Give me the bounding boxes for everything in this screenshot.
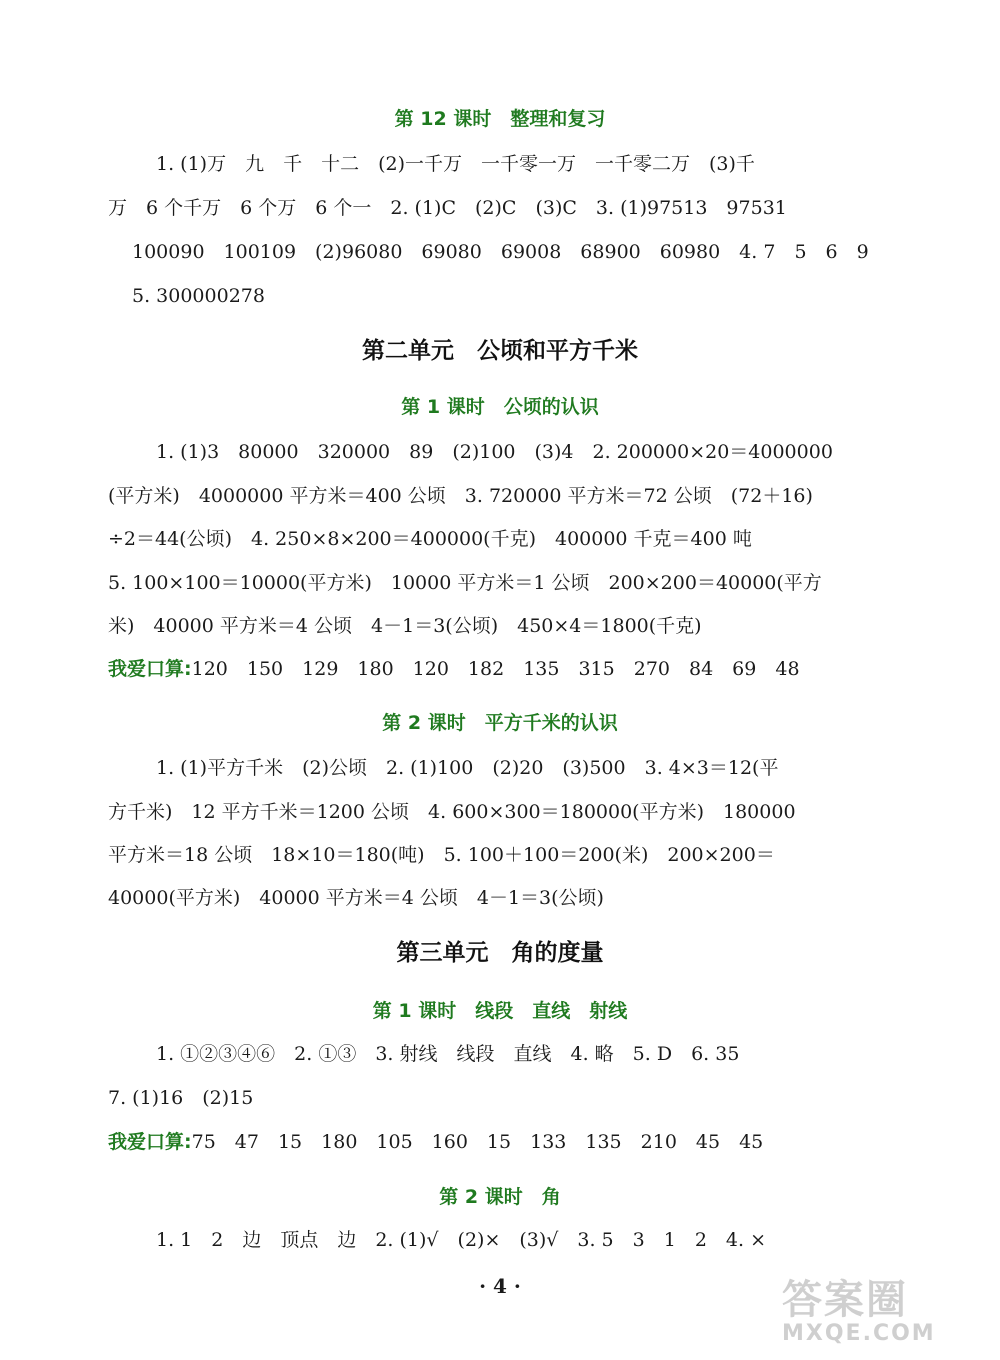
oral-calc-label: 我爱口算: (108, 1131, 192, 1153)
unit2-lesson-1-title: 第 1 课时 公顷的认识 (401, 396, 599, 418)
oral-calc-line (108, 1130, 763, 1154)
text-line: 5. 100×100＝10000(平方米) 10000 平方米＝1 公顷 200×200＝40000(平方 (108, 572, 822, 594)
text-line: 1. (1)3 80000 320000 89 (2)100 (3)4 2. 200000×20＝4000000 (156, 441, 833, 463)
text-line: 平方米＝18 公顷 18×10＝180(吨) 5. 100＋100＝200(米) 200×200＝ (108, 844, 775, 866)
unit2-lesson-2-title: 第 2 课时 平方千米的认识 (382, 712, 618, 734)
text-line: 1. ①②③④⑥ 2. ①③ 3. 射线 线段 直线 4. 略 5. D 6. 35 (156, 1043, 740, 1065)
oral-calc-line (108, 657, 800, 681)
text-line: 7. (1)16 (2)15 (108, 1087, 254, 1109)
text-line: 万 6 个千万 6 个万 6 个一 2. (1)C (2)C (3)C 3. (1)97513 97531 (108, 197, 787, 219)
text-line: 米) 40000 平方米＝4 公顷 4－1＝3(公顷) 450×4＝1800(千克) (108, 615, 702, 637)
oral-calc-values: 75 47 15 180 105 160 15 133 135 210 45 45 (191, 1131, 764, 1153)
text-line: 1. 1 2 边 顶点 边 2. (1)√ (2)× (3)√ 3. 5 3 1 2 4. × (156, 1229, 766, 1251)
watermark-logo (782, 1268, 982, 1348)
watermark-logo-text: 答案圈 (782, 1277, 908, 1323)
text-line: 100090 100109 (2)96080 69080 69008 68900 60980 4. 7 5 6 9 (132, 241, 869, 263)
text-line: 方千米) 12 平方千米＝1200 公顷 4. 600×300＝180000(平方米) 180000 (108, 801, 796, 823)
text-line: 1. (1)万 九 千 十二 (2)一千万 一千零一万 一千零二万 (3)千 (156, 153, 755, 175)
text-line: 40000(平方米) 40000 平方米＝4 公顷 4－1＝3(公顷) (108, 887, 604, 909)
unit3-lesson-2-title: 第 2 课时 角 (439, 1186, 561, 1208)
watermark-site: MXQE.COM (782, 1321, 936, 1346)
unit-2-title: 第二单元 公顷和平方千米 (362, 338, 638, 364)
text-line: (平方米) 4000000 平方米＝400 公顷 3. 720000 平方米＝72 公顷 (72＋16) (108, 485, 813, 507)
unit-3-title: 第三单元 角的度量 (396, 940, 604, 966)
unit3-lesson-1-title: 第 1 课时 线段 直线 射线 (372, 1000, 628, 1022)
page-number: · 4 · (479, 1274, 521, 1298)
text-line: 1. (1)平方千米 (2)公顷 2. (1)100 (2)20 (3)500 3. 4×3＝12(平 (156, 757, 779, 779)
lesson-12-title: 第 12 课时 整理和复习 (394, 108, 606, 130)
text-line: 5. 300000278 (132, 285, 265, 307)
oral-calc-values: 120 150 129 180 120 182 135 315 270 84 69 48 (191, 658, 800, 680)
text-line: ÷2＝44(公顷) 4. 250×8×200＝400000(千克) 400000 千克＝400 吨 (108, 528, 752, 550)
oral-calc-label: 我爱口算: (108, 658, 192, 680)
